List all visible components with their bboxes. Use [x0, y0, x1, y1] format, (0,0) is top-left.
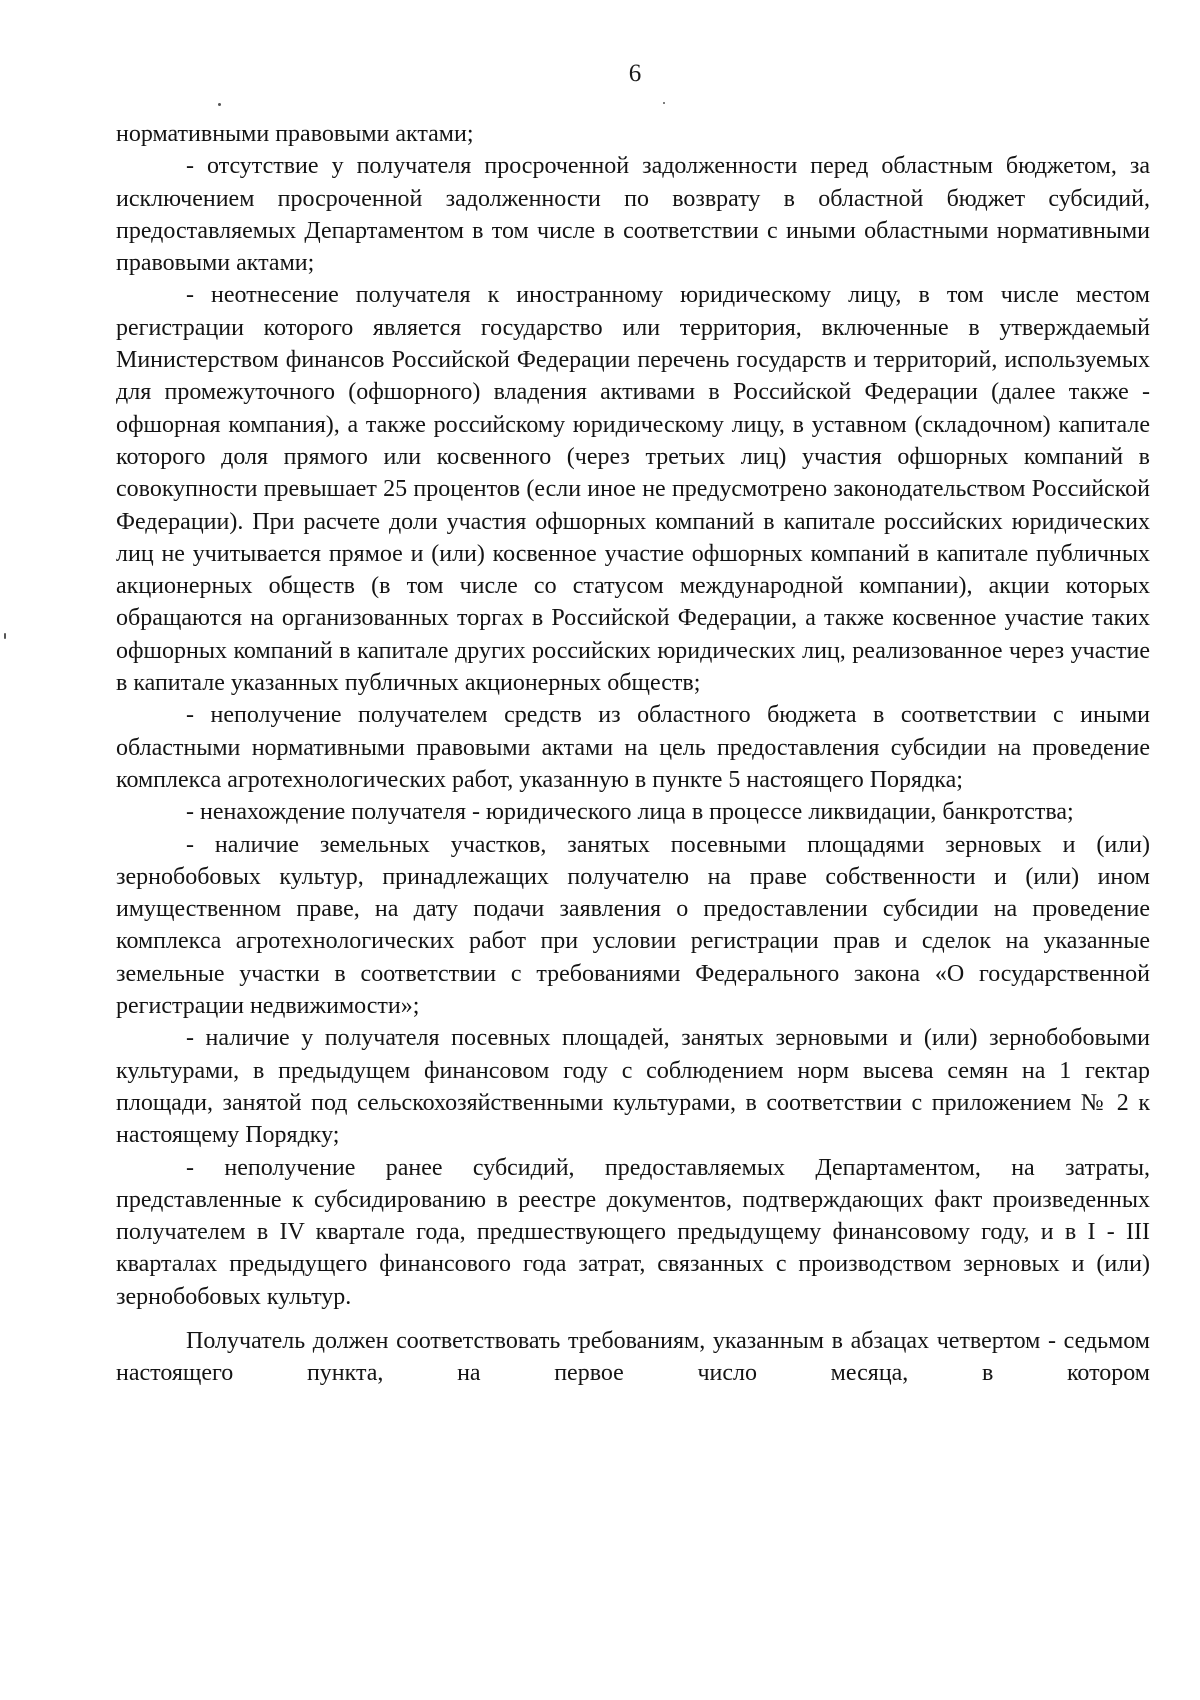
- paragraph-no-overdue-debt: - отсутствие у получателя просроченной задолженности перед областным бюджетом, за исключением просроченной задолженности по возврату в областной бюджет субсидий, предоставляемых Департаментом в том числе в соответствии с иными областными нормативными правовыми актами;: [116, 153, 1150, 277]
- scan-speck: [663, 102, 665, 104]
- paragraph-no-liquidation: - ненахождение получателя - юридического лица в процессе ликвидации, банкротства;: [186, 799, 1074, 826]
- scan-speck: [218, 103, 221, 106]
- paragraph-no-other-funds: - неполучение получателем средств из областного бюджета в соответствии с иными областными нормативными правовыми актами на цель предоставления субсидии на проведение комплекса агротехнологических работ, указанную в пункте 5 настоящего Порядка;: [116, 702, 1150, 793]
- document-body: [116, 118, 1150, 1390]
- scan-speck: [4, 633, 6, 639]
- paragraph-land-plots: - наличие земельных участков, занятых посевными площадями зерновых и (или) зернобобовых культур, принадлежащих получателю на праве собственности и (или) ином имущественном праве, на дату подачи заявления о предоставлении субсидии на проведение комплекса агротехнологических работ при условии регистрации прав и сделок на указанные земельные участки в соответствии с требованиями Федерального закона «О государственной регистрации недвижимости»;: [116, 831, 1150, 1020]
- paragraph-sowing-areas: - наличие у получателя посевных площадей, занятых зерновыми и (или) зернобобовыми культурами, в предыдущем финансовом году с соблюдением норм высева семян на 1 гектар площади, занятой под сельскохозяйственными культурами, в соответствии с приложением № 2 к настоящему Порядку;: [116, 1025, 1150, 1149]
- paragraph-no-prior-subsidies: - неполучение ранее субсидий, предоставляемых Департаментом, на затраты, представленные к субсидированию в реестре документов, подтверждающих факт произведенных получателем в IV квартале года, предшествующего предыдущему финансовому году, и в I - III кварталах предыдущего финансового года затрат, связанных с производством зерновых и (или) зернобобовых культур.: [116, 1154, 1150, 1310]
- paragraph-not-foreign-entity: - неотнесение получателя к иностранному юридическому лицу, в том числе местом регистрации которого является государство или территория, включенные в утверждаемый Министерством финансов Российской Федерации перечень государств и территорий, используемых для промежуточного (офшорного) владения активами в Российской Федерации (далее также - офшорная компания), а также российскому юридическому лицу, в уставном (складочном) капитале которого доля прямого или косвенного (через третьих лиц) участия офшорных компаний в совокупности превышает 25 процентов (если иное не предусмотрено законодательством Российской Федерации). При расчете доли участия офшорных компаний в капитале российских юридических лиц не учитывается прямое и (или) косвенное участие офшорных компаний в капитале публичных акционерных обществ (в том числе со статусом международной компании), акции которых обращаются на организованных торгах в Российской Федерации, а также косвенное участие таких офшорных компаний в капитале других российских юридических лиц, реализованное через участие в капитале указанных публичных акционерных обществ;: [116, 282, 1150, 697]
- page-number: 6: [628, 60, 642, 87]
- paragraph-requirements-date: Получатель должен соответствовать требованиям, указанным в абзацах четвертом - седьмом настоящего пункта, на первое число месяца, в котором: [116, 1327, 1150, 1387]
- paragraph-continuation: нормативными правовыми актами;: [116, 121, 474, 147]
